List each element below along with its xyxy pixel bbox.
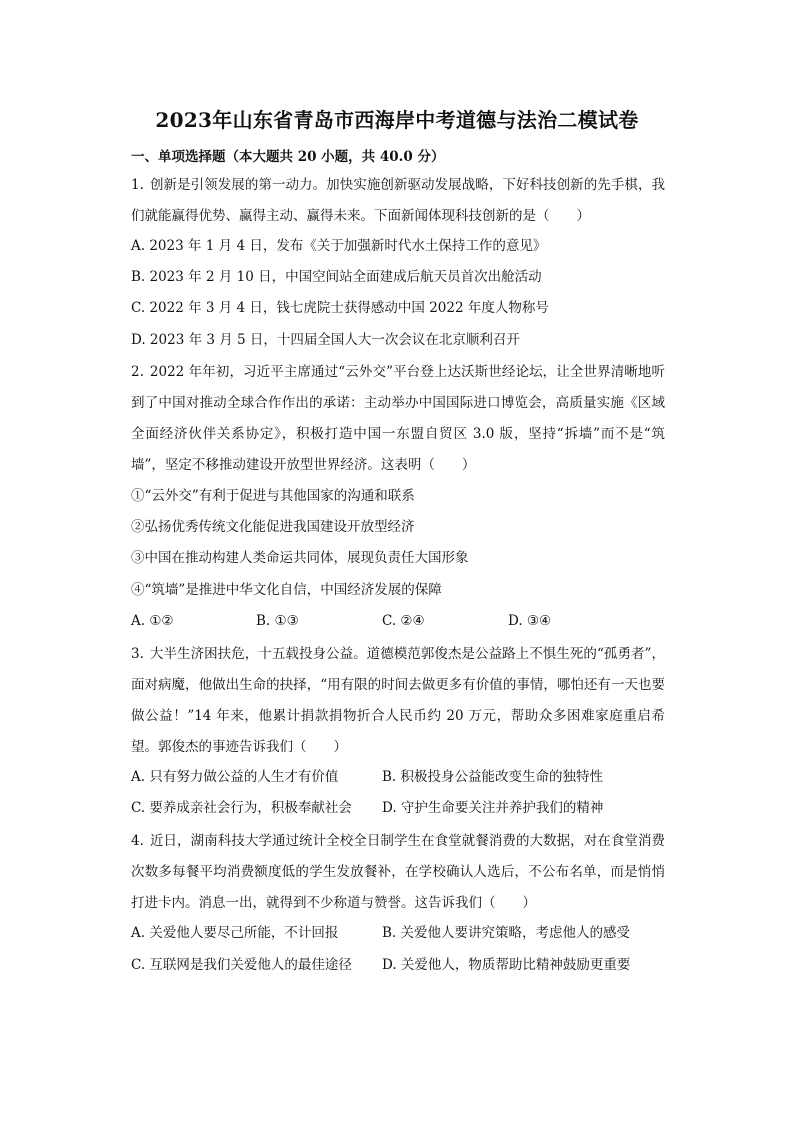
q2-option-d: D. ③④	[508, 613, 552, 629]
question-number: 1.	[131, 177, 144, 193]
q3-option-b: B. 积极投身公益能改变生命的独特性	[382, 769, 604, 785]
question-2-stem	[131, 357, 665, 481]
question-text: 创新是引领发展的第一动力。加快实施创新驱动发展战略，下好科技创新的先手棋，我们就能赢得优势、赢得主动、赢得未来。下面新闻体现科技创新的是（ ）	[131, 177, 665, 224]
q2-option-a: A. ①②	[131, 613, 174, 629]
q1-option-c: C. 2022 年 3 月 4 日，钱七虎院士获得感动中国 2022 年度人物称号	[131, 300, 549, 316]
q2-statement-1: ①“云外交”有利于促进与其他国家的沟通和联系	[131, 488, 415, 504]
section-heading: 一、单项选择题（本大题共 20 小题，共 40.0 分）	[131, 149, 445, 165]
q1-option-d: D. 2023 年 3 月 5 日，十四届全国人大一次会议在北京顺利召开	[131, 332, 520, 348]
q4-option-c: C. 互联网是我们关爱他人的最佳途径	[131, 957, 352, 973]
question-4-stem	[131, 826, 665, 919]
q3-option-d: D. 守护生命要关注并养护我们的精神	[382, 800, 604, 816]
q4-option-b: B. 关爱他人要讲究策略，考虑他人的感受	[382, 925, 631, 941]
q2-statement-3: ③中国在推动构建人类命运共同体，展现负责任大国形象	[131, 550, 469, 566]
question-text: 2022 年年初，习近平主席通过“云外交”平台登上达沃斯世经论坛，让全世界清晰地听到了中国对推动全球合作作出的承诺：主动举办中国国际进口博览会，高质量实施《区域全面经济伙伴关系协定》，积极打造中国一东盟自贸区 3.0 版，坚持“拆墙”而不是“筑墙”，坚定不移推动建设开放型世界经济。这表明（ ）	[131, 364, 665, 473]
q2-statement-2: ②弘扬优秀传统文化能促进我国建设开放型经济	[131, 519, 415, 535]
exam-title: 2023年山东省青岛市西海岸中考道德与法治二模试卷	[155, 108, 639, 132]
q2-statement-4: ④“筑墙”是推进中华文化自信，中国经济发展的保障	[131, 582, 442, 598]
question-number: 3.	[131, 646, 144, 662]
q1-option-b: B. 2023 年 2 月 10 日，中国空间站全面建成后航天员首次出舱活动	[131, 269, 542, 285]
question-1-stem	[131, 170, 665, 232]
question-3-stem	[131, 639, 665, 763]
q2-option-c: C. ②④	[382, 613, 425, 629]
q3-option-a: A. 只有努力做公益的人生才有价值	[131, 769, 339, 785]
question-number: 4.	[131, 833, 144, 849]
q1-option-a: A. 2023 年 1 月 4 日，发布《关于加强新时代水土保持工作的意见》	[131, 238, 547, 254]
q2-option-b: B. ①③	[256, 613, 299, 629]
q4-option-d: D. 关爱他人，物质帮助比精神鼓励更重要	[382, 957, 631, 973]
question-number: 2.	[131, 364, 144, 380]
q4-option-a: A. 关爱他人要尽己所能，不计回报	[131, 925, 339, 941]
q3-option-c: C. 要养成亲社会行为，积极奉献社会	[131, 800, 352, 816]
question-text: 大半生济困扶危，十五载投身公益。道德模范郭俊杰是公益路上不惧生死的“孤勇者”，面对病魔，他做出生命的抉择，“用有限的时间去做更多有价值的事情，哪怕还有一天也要做公益！”14 年来，他累计捐款捐物折合人民币约 20 万元，帮助众多困难家庭重启希望。郭俊杰的事迹告诉我们（ ）	[131, 646, 665, 755]
question-text: 近日，湖南科技大学通过统计全校全日制学生在食堂就餐消费的大数据，对在食堂消费次数多每餐平均消费额度低的学生发放餐补，在学校确认人选后，不公布名单，而是悄悄打进卡内。消息一出，就得到不少称道与赞誉。这告诉我们（ ）	[131, 833, 665, 911]
